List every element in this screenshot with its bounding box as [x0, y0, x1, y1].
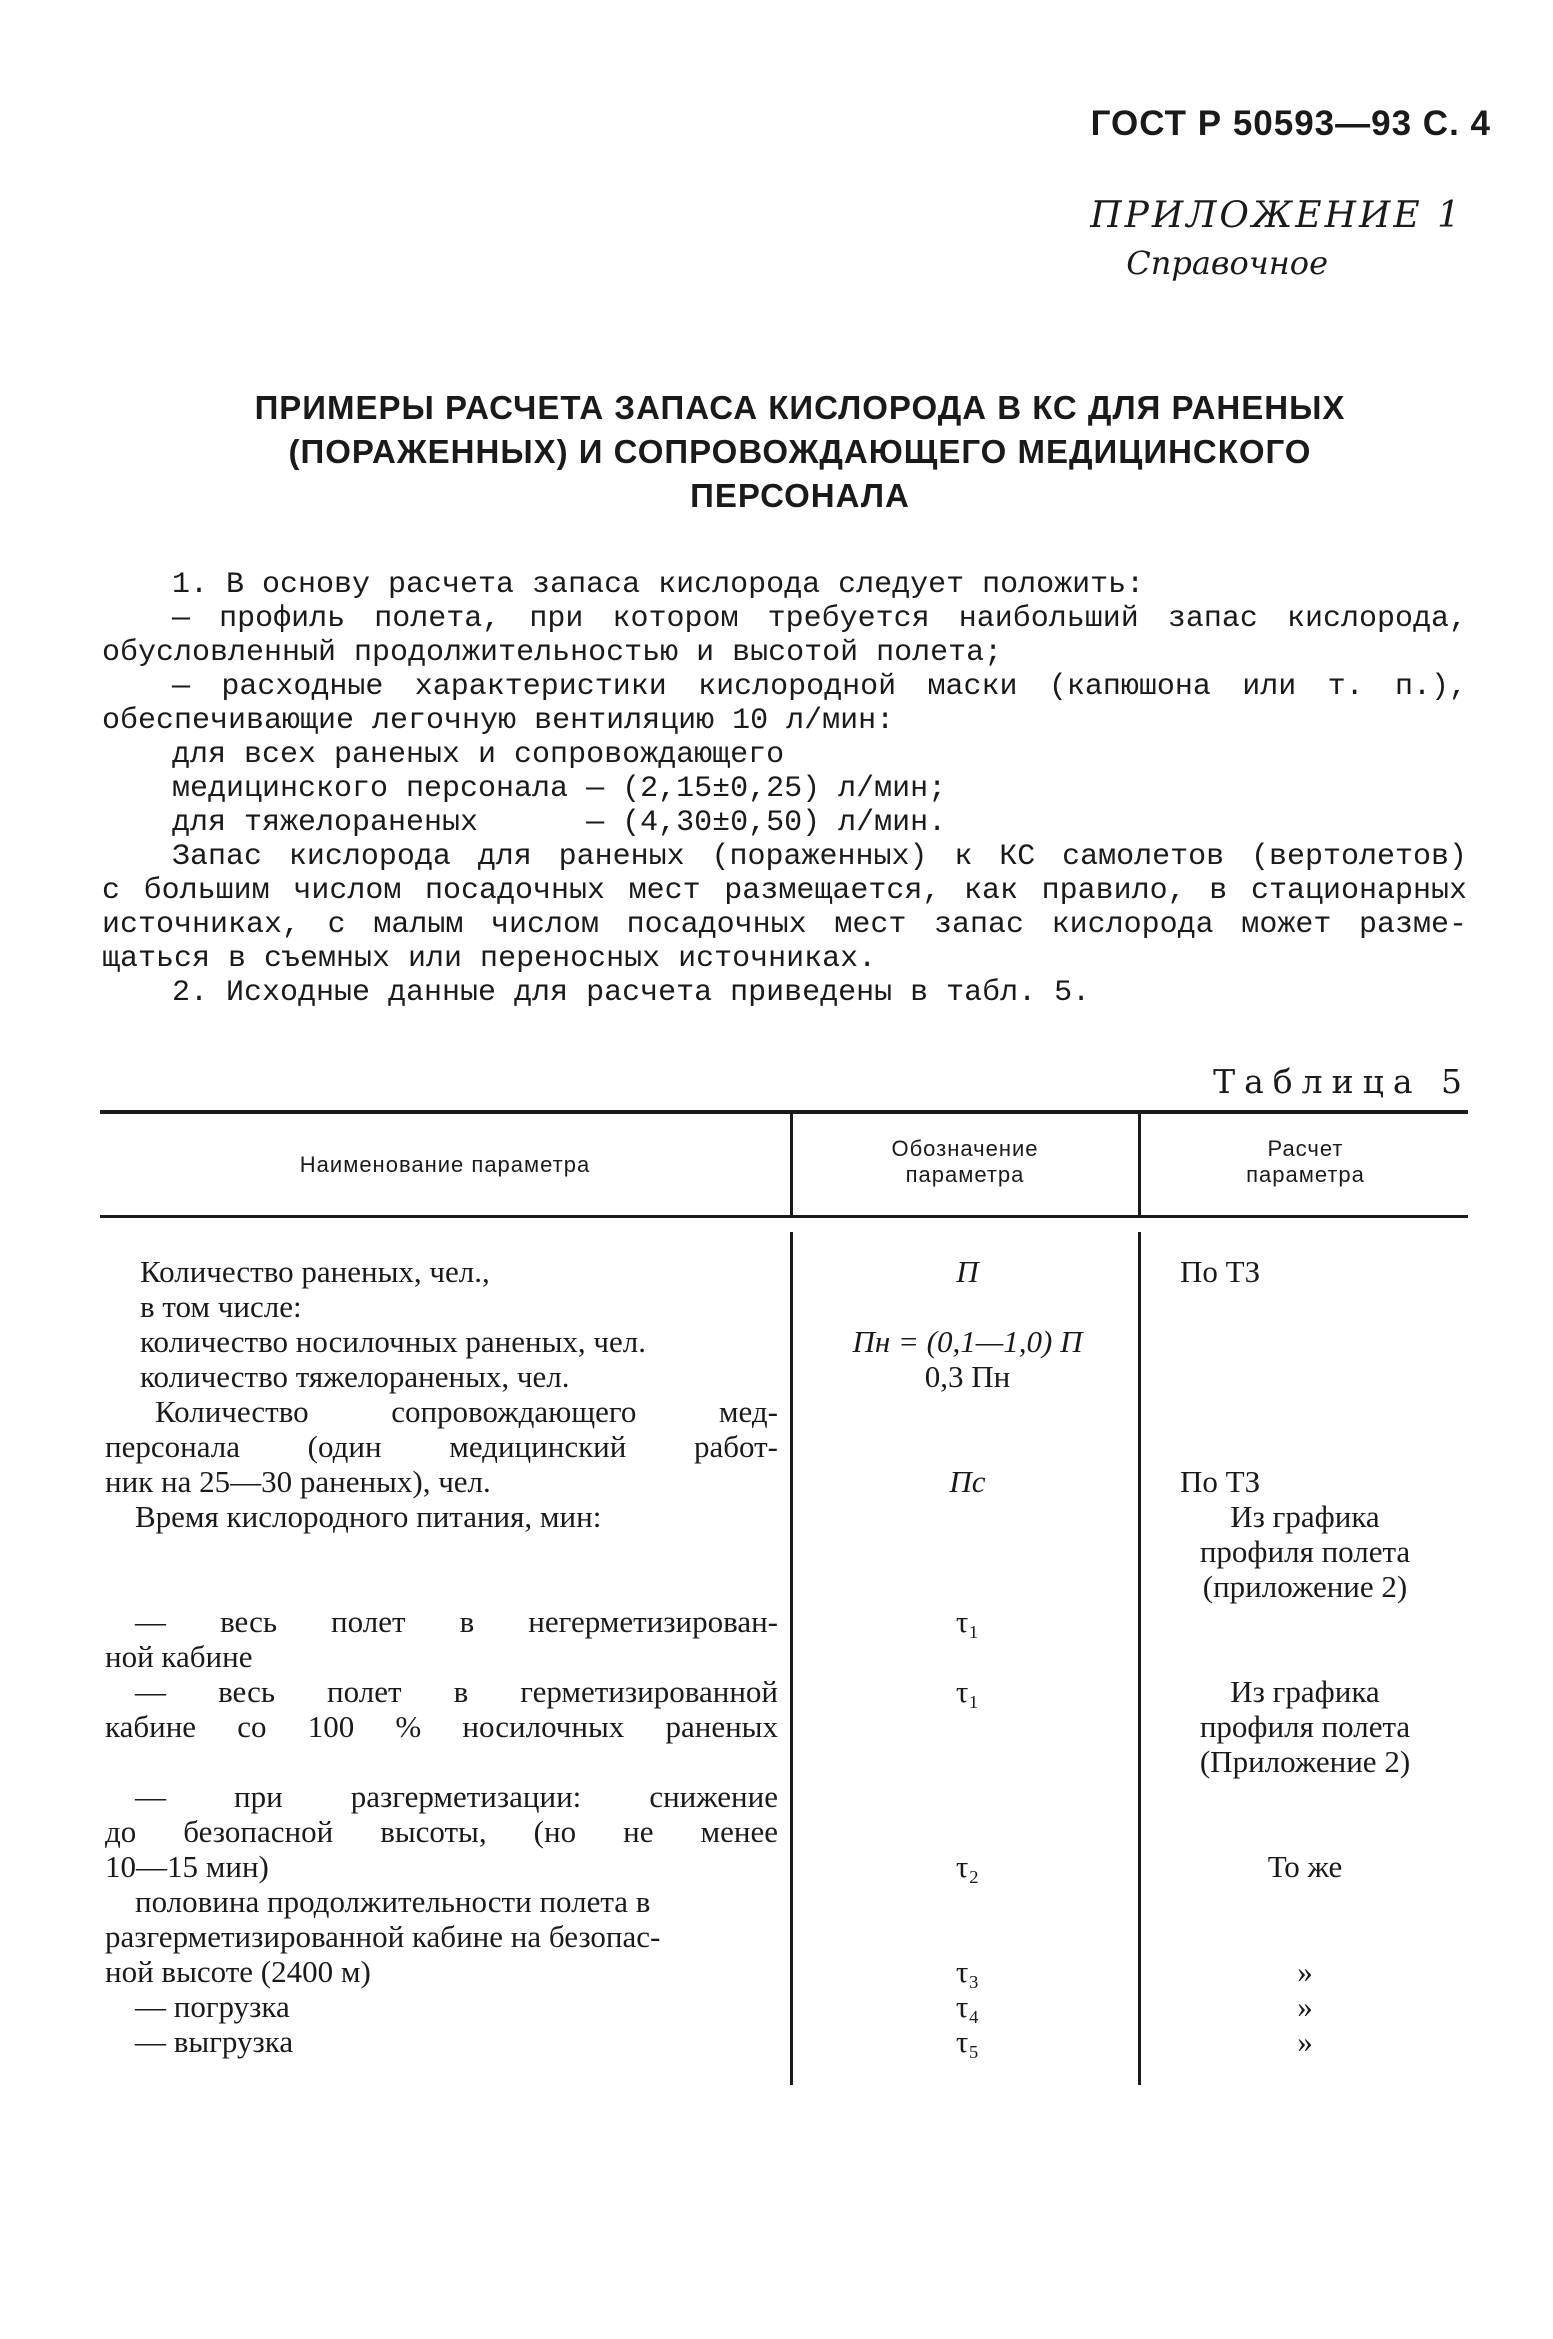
table-row-name: Количество раненых, чел.,: [140, 1254, 490, 1289]
calc-r1: По ТЗ: [1180, 1254, 1261, 1289]
symbol-r6: τ₁: [955, 1604, 980, 1639]
table-row-name: Количество сопровождающего мед-: [155, 1394, 778, 1429]
calc-r7-line-1: Из графика: [1230, 1674, 1380, 1709]
calc-r8: То же: [1267, 1849, 1343, 1884]
paragraph-6: 2. Исходные данные для расчета приведены в табл. 5.: [172, 976, 1091, 1010]
symbol-r1: П: [956, 1254, 979, 1289]
table-top-rule: [100, 1110, 1468, 1114]
symbol-r10: τ₄: [955, 1989, 980, 2024]
symbol-r4: Пс: [949, 1464, 986, 1499]
calc-r11: »: [1297, 2024, 1313, 2059]
document-title: [100, 386, 1500, 518]
title-line-1: ПРИМЕРЫ РАСЧЕТА ЗАПАСА КИСЛОРОДА В КС ДЛЯ РАНЕНЫХ: [254, 389, 1346, 426]
paragraph-5-line-3: источниках, с малым числом посадочных мест запас кислорода может разме-: [102, 908, 1467, 942]
table-row-name: ной кабине: [105, 1639, 253, 1674]
calc-r7: [1145, 1674, 1465, 1779]
paragraph-5-line-4: щаться в съемных или переносных источниках.: [102, 942, 877, 976]
flow-line-medical: медицинского персонала — (2,15±0,25) л/мин;: [172, 772, 947, 806]
body-text: [102, 568, 1467, 1010]
body-divider-1: [790, 1232, 793, 2085]
header-symbol-line-1: Обозначение: [891, 1136, 1039, 1161]
calc-r5-line-2: профиля полета: [1199, 1534, 1411, 1569]
calc-r7-line-3: (Приложение 2): [1199, 1744, 1411, 1779]
table-row-name: разгерметизированной кабине на безопас-: [105, 1919, 661, 1954]
symbol-r3: 0,3 Пн: [924, 1359, 1011, 1394]
table-row-name: 10—15 мин): [105, 1849, 269, 1884]
table-row-name: — весь полет в герметизированной: [135, 1674, 778, 1709]
header-calc-line-1: Расчет: [1267, 1136, 1344, 1161]
paragraph-5-line-1: Запас кислорода для раненых (пораженных) к КС самолетов (вертолетов): [172, 840, 1467, 874]
table-row-name: количество тяжелораненых, чел.: [140, 1359, 570, 1394]
header-calc-line-2: параметра: [1246, 1162, 1365, 1187]
header-divider-2: [1138, 1114, 1141, 1215]
calc-r5: [1145, 1499, 1465, 1604]
paragraph-2-line-2: обусловленный продолжительностью и высотой полета;: [102, 636, 1003, 670]
table-row-name: до безопасной высоты, (но не менее: [105, 1814, 778, 1849]
table-row-name: количество носилочных раненых, чел.: [140, 1324, 646, 1359]
symbol-r9: τ₃: [955, 1954, 980, 1989]
symbol-r7: τ₁: [955, 1674, 980, 1709]
paragraph-3-line-2: обеспечивающие легочную вентиляцию 10 л/мин:: [102, 704, 895, 738]
paragraph-5-line-2: с большим числом посадочных мест размещается, как правило, в стационарных: [102, 874, 1467, 908]
calc-r10: »: [1297, 1989, 1313, 2024]
table-row-name: — погрузка: [135, 1989, 290, 2024]
paragraph-1: 1. В основу расчета запаса кислорода следует положить:: [172, 568, 1145, 602]
table-row-name: половина продолжительности полета в: [135, 1884, 651, 1919]
header-symbol-line-2: параметра: [905, 1162, 1025, 1187]
table-row-name: ник на 25—30 раненых), чел.: [105, 1464, 491, 1499]
table-row-name: ной высоте (2400 м): [105, 1954, 371, 1989]
flow-line-severe: для тяжелораненых — (4,30±0,50) л/мин.: [172, 806, 947, 840]
calc-r5-line-1: Из графика: [1230, 1499, 1380, 1534]
title-line-2: (ПОРАЖЕННЫХ) И СОПРОВОЖДАЮЩЕГО МЕДИЦИНСКОГО: [288, 433, 1312, 470]
calc-r4: По ТЗ: [1180, 1464, 1261, 1499]
header-name: Наименование параметра: [299, 1152, 591, 1177]
calc-r5-line-3: (приложение 2): [1202, 1569, 1408, 1604]
table-row-name: — выгрузка: [135, 2024, 294, 2059]
table-row-name: — при разгерметизации: снижение: [135, 1779, 778, 1814]
standard-number-header: ГОСТ Р 50593—93 С. 4: [1090, 104, 1491, 143]
symbol-r2: Пн = (0,1—1,0) П: [852, 1324, 1083, 1359]
table-label: Таблица 5: [1213, 1062, 1471, 1101]
table-row-name: — весь полет в негерметизирован-: [135, 1604, 778, 1639]
table-row-name: в том числе:: [140, 1289, 302, 1324]
appendix-type: Справочное: [1126, 244, 1328, 282]
symbol-r11: τ₅: [955, 2024, 980, 2059]
calc-r7-line-2: профиля полета: [1199, 1709, 1411, 1744]
header-divider-1: [790, 1114, 793, 1215]
appendix-label: ПРИЛОЖЕНИЕ 1: [1090, 195, 1463, 236]
title-line-3: ПЕРСОНАЛА: [690, 477, 910, 514]
table-row-name: Время кислородного питания, мин:: [135, 1499, 602, 1534]
header-symbol: [795, 1136, 1135, 1188]
table-row-name: кабине со 100 % носилочных раненых: [105, 1709, 778, 1744]
paragraph-3-line-1: — расходные характеристики кислородной маски (капюшона или т. п.),: [172, 670, 1467, 704]
flow-line-all: для всех раненых и сопровождающего: [172, 738, 785, 772]
name-column: [105, 1254, 778, 2059]
table-header-rule: [100, 1215, 1468, 1218]
symbol-r8: τ₂: [955, 1849, 980, 1884]
paragraph-2-line-1: — профиль полета, при котором требуется наибольший запас кислорода,: [172, 602, 1467, 636]
header-calc: [1143, 1136, 1468, 1188]
calc-r9: »: [1297, 1954, 1313, 1989]
table-row-name: персонала (один медицинский работ-: [105, 1429, 778, 1464]
